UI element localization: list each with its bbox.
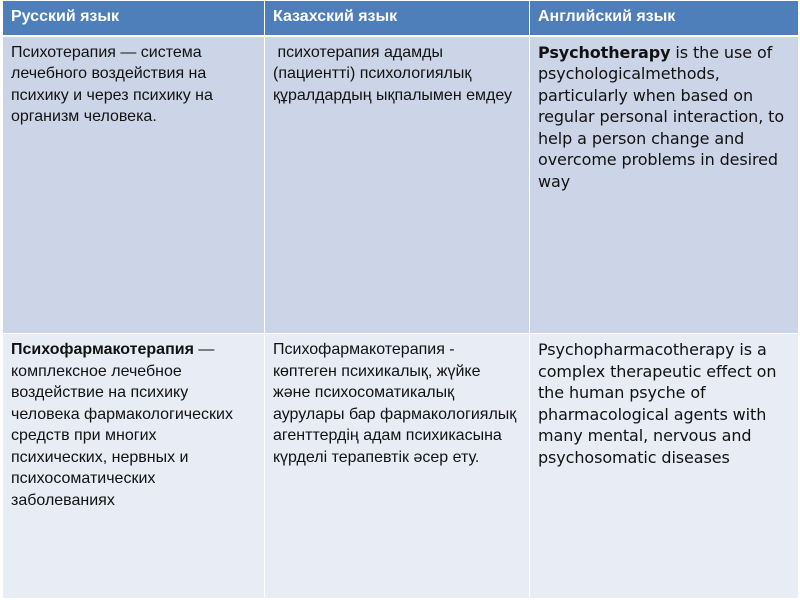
table-row bbox=[3, 36, 799, 334]
cell-english bbox=[530, 36, 799, 334]
cell-english bbox=[530, 334, 799, 599]
header-kazakh: Казахский язык bbox=[265, 1, 530, 36]
header-row bbox=[3, 1, 799, 36]
cell-kazakh bbox=[265, 36, 530, 334]
cell-text bbox=[11, 339, 256, 511]
cell-text bbox=[538, 339, 790, 468]
definition-text: психотерапия адамды (пациентті) психологиялық құралдардың ықпалымен емдеу bbox=[273, 43, 513, 104]
definition-text: Психотерапия — система лечебного воздействия на психику и через психику на организм человека. bbox=[11, 43, 213, 125]
definition-text: is the use of psychologicalmethods, particularly when based on regular personal interaction, to help a person change and overcome problems in desired way bbox=[538, 42, 785, 191]
header-english: Английский язык bbox=[530, 1, 799, 36]
term-bold: Psychotherapy bbox=[538, 42, 671, 62]
definition-text: — комплексное лечебное воздействие на психику человека фармакологических средств при многих психических, нервных и психосоматических заболеваниях bbox=[11, 341, 233, 509]
cell-russian bbox=[3, 36, 265, 334]
cell-text bbox=[11, 42, 256, 128]
cell-russian bbox=[3, 334, 265, 599]
comparison-table bbox=[2, 0, 799, 599]
header-russian: Русский язык bbox=[3, 1, 265, 36]
definition-text: Psychopharmacotherapy is a complex therapeutic effect on the human psyche of pharmacological agents with many mental, nervous and psychosomatic diseases bbox=[538, 340, 777, 467]
definition-text: Психофармакотерапия - көптеген психикалық, жүйке және психосоматикалық аурулары бар фармакологиялық агенттердің адам психикасына күрделі терапевтік әсер ету. bbox=[273, 341, 517, 466]
term-bold: Психофармакотерапия bbox=[11, 341, 194, 358]
cell-kazakh bbox=[265, 334, 530, 599]
table-row bbox=[3, 334, 799, 599]
cell-text bbox=[538, 42, 790, 193]
